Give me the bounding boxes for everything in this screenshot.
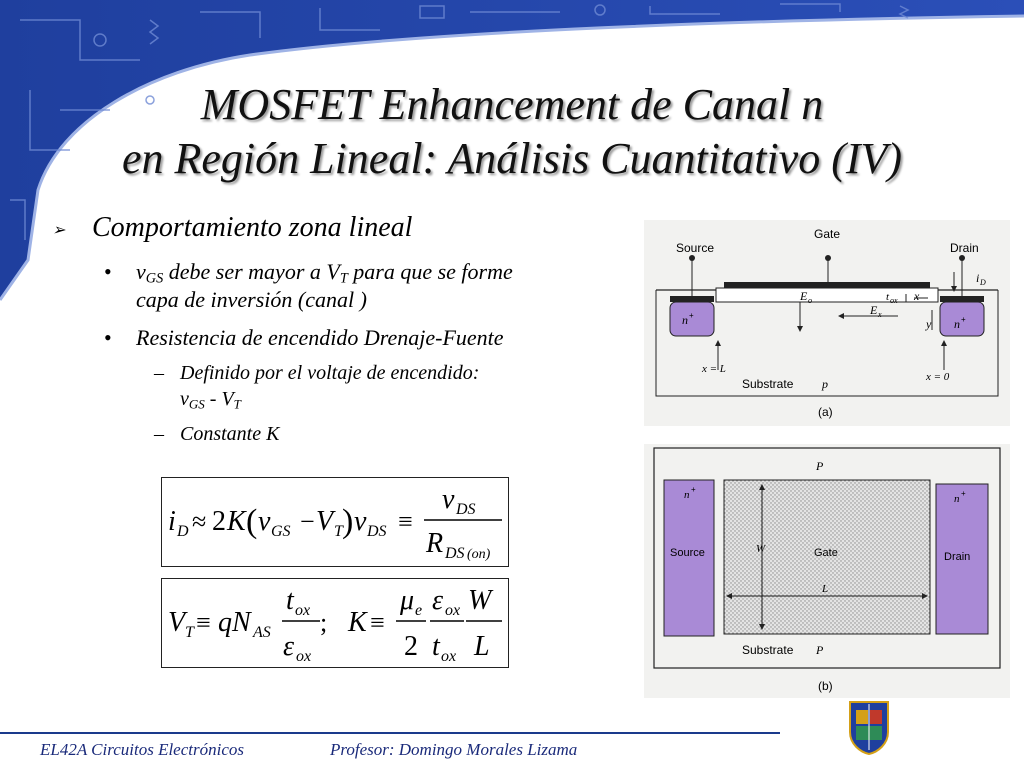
svg-text:Drain: Drain [944,551,971,563]
bullet-comportamiento [52,212,412,244]
svg-text:n: n [684,489,690,501]
svg-text:v: v [354,506,367,537]
svg-text:(a): (a) [818,405,833,419]
svg-text:T: T [185,624,194,641]
footer-course: EL42A Circuitos Electrónicos [40,740,244,759]
slide-title [0,78,1024,186]
svg-text:D: D [177,523,189,540]
arrow-bullet-icon: ➢ [52,221,66,239]
bullet-vgs: • $v_{GS}$ debe ser mayor a $V_T$ para que se forme capa de inversión (canal ) [104,259,513,312]
svg-text:y: y [926,317,932,331]
svg-text:v: v [258,506,271,537]
svg-text:Source: Source [670,547,705,559]
svg-text:t: t [886,291,890,303]
svg-text:ε: ε [432,585,444,616]
svg-text:x = L: x = L [702,363,726,375]
svg-text:Substrate: Substrate [742,643,794,657]
equation-vt-and-k [161,578,509,668]
svg-text:K: K [227,506,246,537]
svg-text:o: o [808,296,812,305]
bullet-heading: Comportamiento zona lineal [92,212,413,243]
svg-text:+: + [961,315,966,324]
svg-text:ε: ε [283,631,295,662]
svg-text:W: W [468,585,492,616]
svg-text:Gate: Gate [814,547,838,559]
svg-text:x: x [914,289,920,303]
bullet-resistencia: • Resistencia de encendido Drenaje-Fuente [104,325,504,350]
svg-text:x: x [878,310,882,319]
svg-text:;: ; [320,608,328,637]
svg-text:P: P [816,459,824,473]
svg-text:i: i [976,271,980,285]
svg-text:ox: ox [295,602,311,619]
bullet-vgs-line2: capa de inversión (canal ) [136,287,367,312]
university-crest-logo [846,698,892,756]
svg-text:n: n [954,493,960,505]
svg-text:t: t [286,585,294,616]
footer-divider [0,732,780,734]
svg-text:ox: ox [296,648,312,665]
svg-text:Drain: Drain [950,241,979,255]
svg-text:ox: ox [445,602,461,619]
svg-text:L: L [474,631,490,662]
svg-text:AS: AS [253,624,271,641]
oxide-layer [716,288,938,302]
svg-text:(on): (on) [467,547,491,562]
svg-text:i: i [168,506,176,537]
svg-text:+: + [689,311,694,320]
sub-bullet-constante: – Constante K [154,423,280,445]
svg-text:Substrate: Substrate [742,377,794,391]
svg-text:E: E [870,303,878,317]
svg-text:E: E [800,289,808,303]
svg-text:DS: DS [445,545,465,562]
svg-text:K: K [348,607,367,638]
svg-text:n: n [954,317,960,331]
svg-text:(b): (b) [818,679,833,693]
bullet-dot-icon: • [104,325,112,350]
svg-text:V: V [168,607,186,638]
bullet-dot-icon: • [104,259,112,284]
svg-text:): ) [342,503,354,540]
figure-a-cross-section [644,220,1010,426]
svg-text:2: 2 [404,631,418,662]
svg-text:≡: ≡ [196,608,211,637]
footer-professor: Profesor: Domingo Morales Lizama [330,740,578,759]
svg-text:T: T [334,523,343,540]
svg-text:V: V [316,506,334,537]
svg-text:≡: ≡ [370,608,385,637]
svg-text:t: t [432,631,440,662]
svg-text:Source: Source [676,241,715,255]
svg-text:DS: DS [367,523,387,540]
svg-text:R: R [426,528,444,559]
svg-text:q: q [218,607,232,638]
svg-text:p: p [822,377,828,391]
svg-text:GS: GS [271,523,291,540]
svg-text:+: + [961,489,966,498]
svg-text:ox: ox [890,296,898,305]
svg-text:n: n [682,313,688,327]
title-line-2: en Región Lineal: Análisis Cuantitativo (IV) [121,134,903,183]
title-line-1: MOSFET Enhancement de Canal n [200,80,824,129]
svg-text:v: v [442,484,455,515]
svg-text:Gate: Gate [814,227,841,241]
figure-b-top-view [644,444,1010,698]
svg-text:x = 0: x = 0 [926,371,950,383]
svg-text:D: D [980,278,986,287]
sub-bullet-definido: – Definido por el voltaje de encendido: $v_{GS} - V_T$ [154,362,480,412]
svg-text:2: 2 [212,506,226,537]
svg-text:e: e [415,602,423,619]
svg-text:P: P [816,643,824,657]
svg-text:ox: ox [441,648,457,665]
svg-text:L: L [822,583,829,595]
svg-text:≡: ≡ [398,507,413,536]
svg-text:W: W [756,543,766,555]
svg-text:(: ( [246,503,258,540]
svg-text:N: N [232,607,251,638]
svg-text:DS: DS [456,501,476,518]
svg-text:+: + [691,485,696,494]
dash-bullet-icon: – [154,423,164,445]
dash-bullet-icon: – [154,362,164,384]
equation-drain-current [161,477,509,567]
svg-text:−: − [300,507,315,536]
svg-text:μ: μ [400,585,415,616]
gate-electrode [724,282,930,288]
svg-text:≈: ≈ [192,507,207,536]
